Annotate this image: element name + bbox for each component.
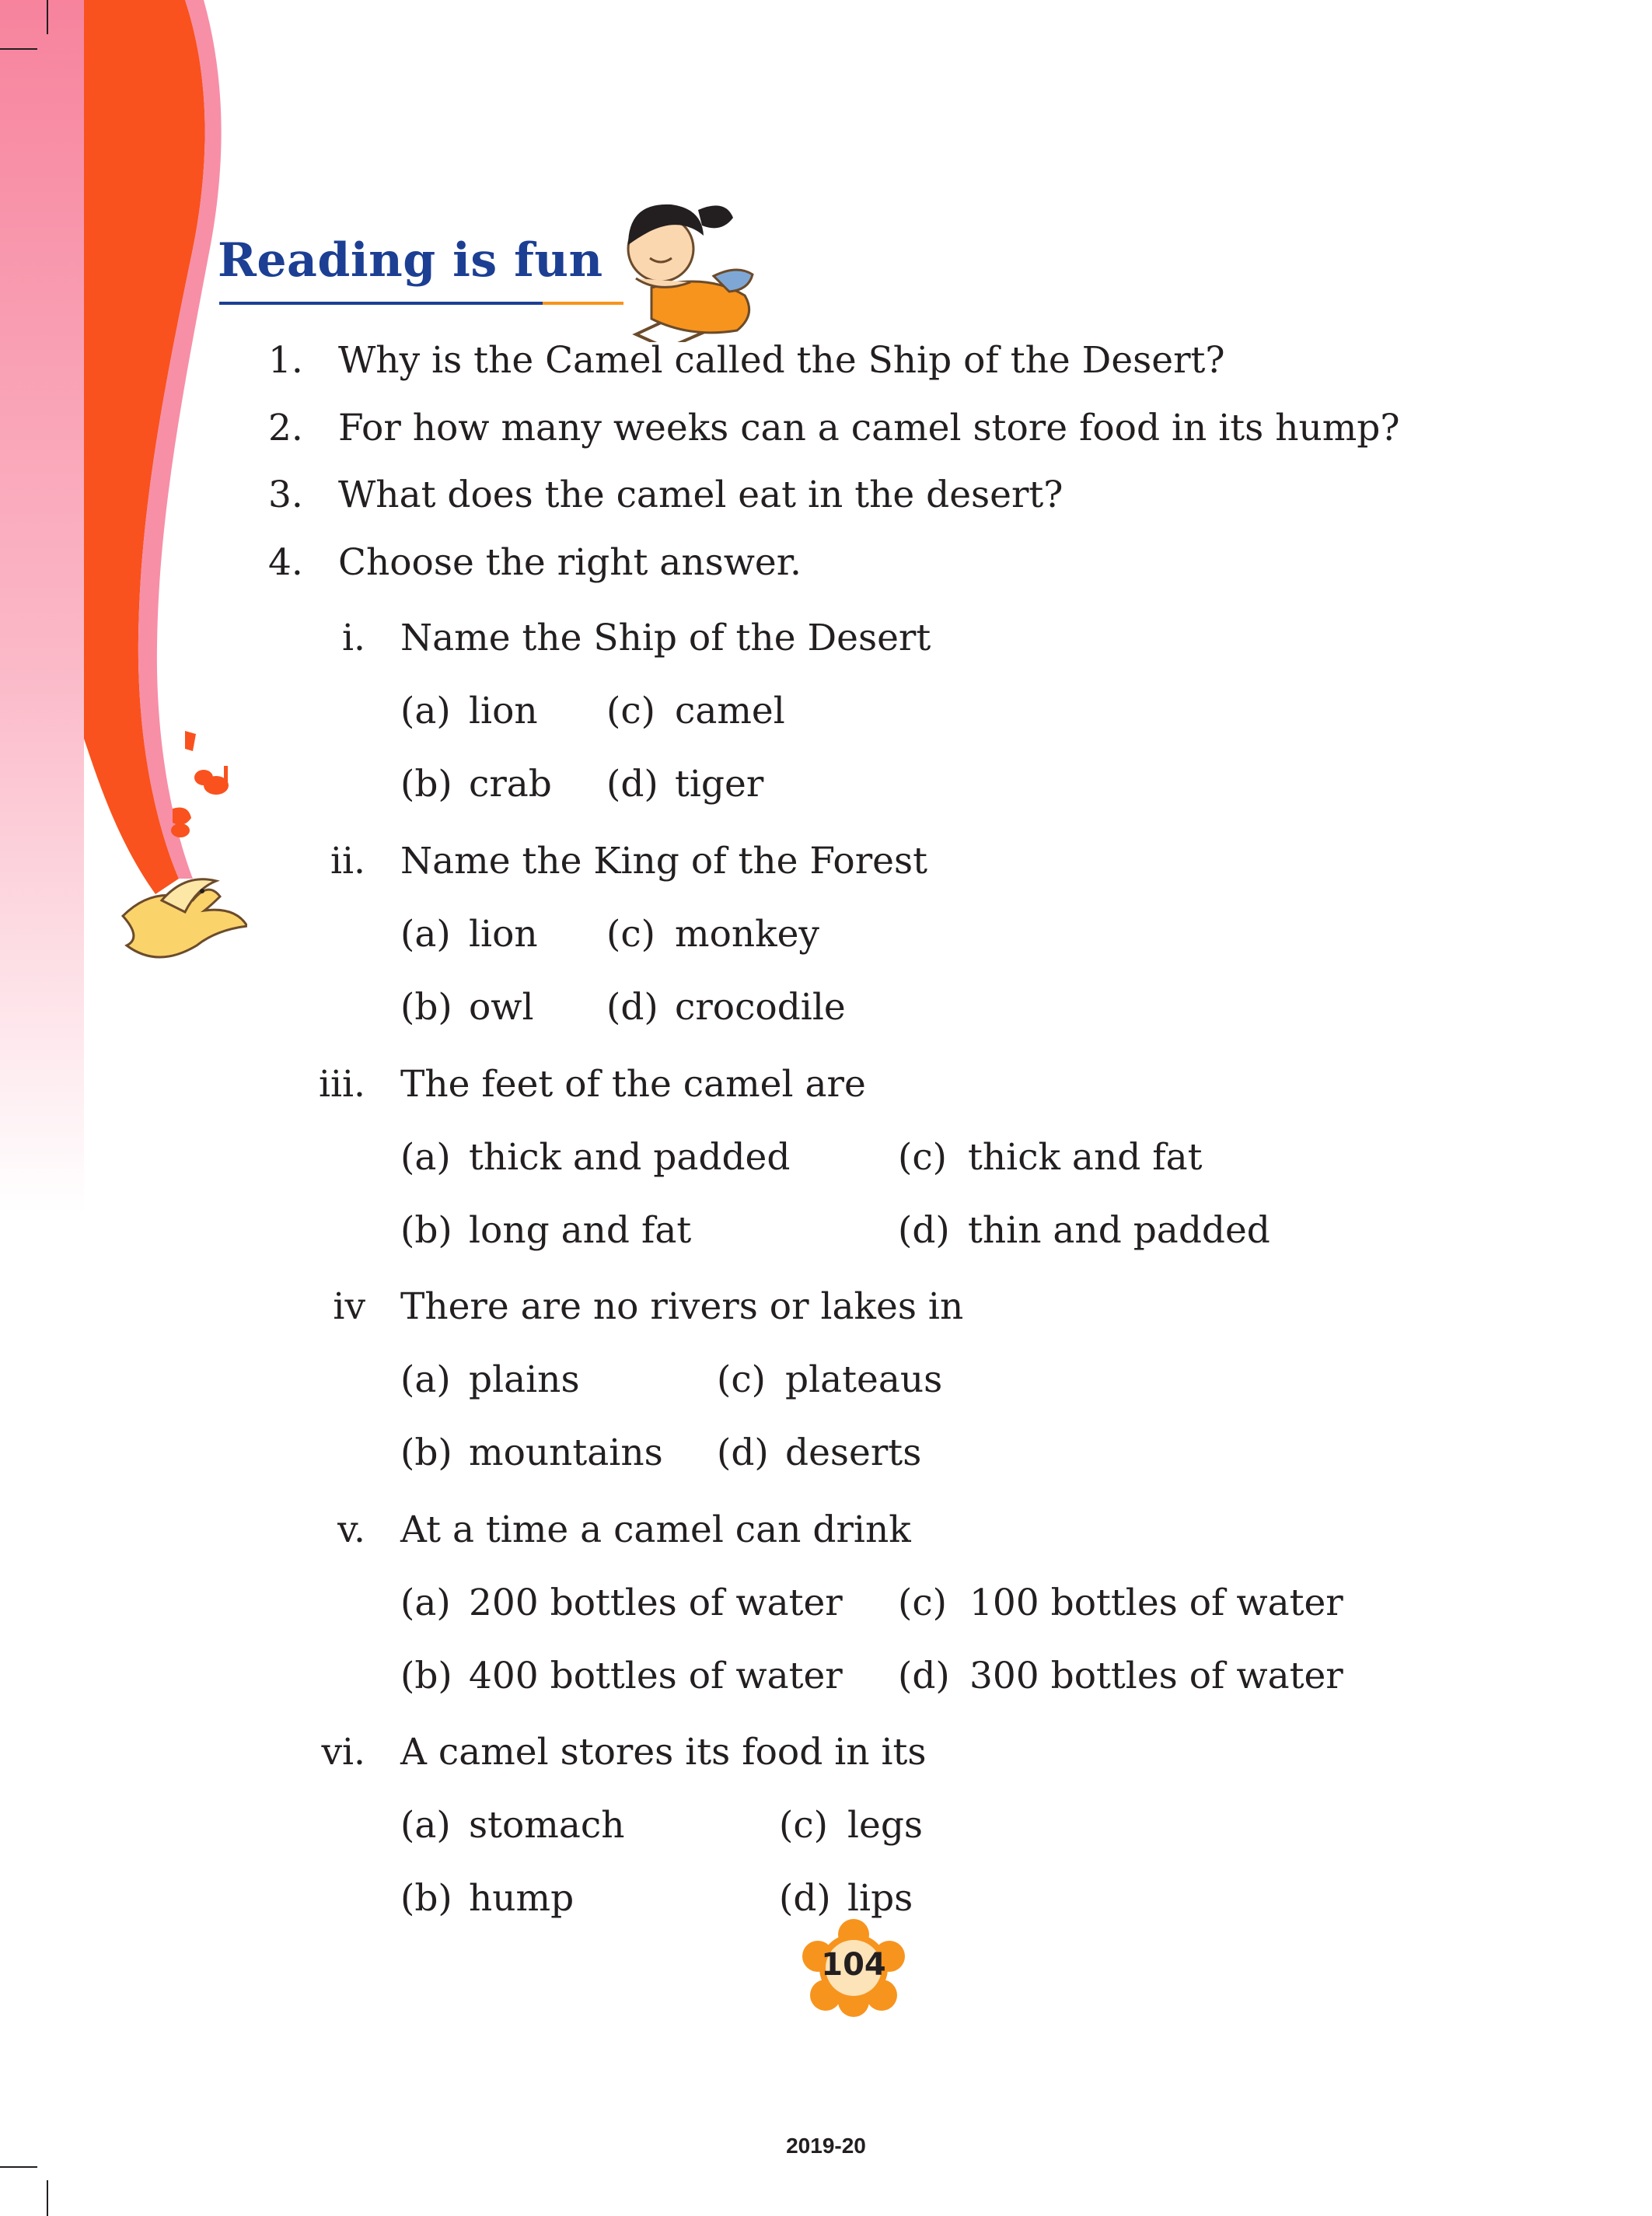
- sub-question-number: iii.: [318, 1063, 365, 1106]
- bird-icon: [115, 869, 247, 970]
- option-letter: (d): [717, 1431, 769, 1474]
- sub-question-text: Name the Ship of the Desert: [400, 617, 931, 659]
- option-text: crocodile: [675, 986, 846, 1029]
- option-letter: (a): [400, 1358, 451, 1401]
- option-text: plateaus: [785, 1358, 943, 1401]
- option-text: 200 bottles of water: [469, 1582, 843, 1624]
- option-letter: (c): [898, 1582, 947, 1624]
- option-letter: (b): [400, 1431, 452, 1474]
- option-letter: (b): [400, 1655, 452, 1697]
- sub-question-number: vi.: [321, 1731, 365, 1774]
- sub-question-number: v.: [337, 1508, 365, 1551]
- option-text: thick and fat: [968, 1136, 1203, 1179]
- reading-girl-icon: [589, 187, 768, 342]
- option-letter: (d): [898, 1209, 950, 1252]
- option-letter: (c): [606, 690, 655, 732]
- crop-mark: [47, 2180, 48, 2216]
- option-letter: (a): [400, 1136, 451, 1179]
- option-text: hump: [469, 1877, 575, 1920]
- option-text: lion: [469, 690, 538, 732]
- option-text: monkey: [675, 913, 819, 956]
- option-letter: (b): [400, 1877, 452, 1920]
- option-text: thick and padded: [469, 1136, 791, 1179]
- option-letter: (a): [400, 1804, 451, 1847]
- option-text: lion: [469, 913, 538, 956]
- option-text: legs: [847, 1804, 924, 1847]
- option-letter: (a): [400, 1582, 451, 1624]
- option-text: 100 bottles of water: [969, 1582, 1343, 1624]
- question-number: 2.: [268, 407, 303, 449]
- question-number: 1.: [268, 339, 303, 382]
- option-text: camel: [675, 690, 785, 732]
- question-number: 4.: [268, 541, 303, 584]
- sub-question-number: iv: [333, 1285, 365, 1328]
- question-text: Why is the Camel called the Ship of the Desert?: [338, 339, 1225, 382]
- option-text: long and fat: [469, 1209, 692, 1252]
- sub-question-number: i.: [342, 617, 365, 659]
- page-number-badge: [799, 1919, 908, 2017]
- page-number: 104: [821, 1947, 886, 1983]
- option-letter: (d): [606, 763, 658, 806]
- option-letter: (d): [898, 1655, 950, 1697]
- section-heading: Reading is fun: [218, 233, 603, 288]
- option-letter: (c): [606, 913, 655, 956]
- music-notes-icon: [0, 0, 249, 855]
- sub-question-text: At a time a camel can drink: [400, 1508, 911, 1551]
- option-letter: (b): [400, 1209, 452, 1252]
- question-text: What does the camel eat in the desert?: [338, 474, 1063, 516]
- option-text: crab: [469, 763, 552, 806]
- option-letter: (d): [779, 1877, 831, 1920]
- option-text: deserts: [785, 1431, 922, 1474]
- heading-underline: [219, 302, 623, 305]
- option-text: stomach: [469, 1804, 625, 1847]
- sub-question-text: A camel stores its food in its: [400, 1731, 927, 1774]
- option-letter: (c): [898, 1136, 947, 1179]
- option-letter: (a): [400, 913, 451, 956]
- option-text: plains: [469, 1358, 580, 1401]
- option-letter: (b): [400, 986, 452, 1029]
- crop-mark: [0, 2166, 37, 2168]
- option-text: 300 bottles of water: [969, 1655, 1343, 1697]
- option-letter: (d): [606, 986, 658, 1029]
- sub-question-text: Name the King of the Forest: [400, 840, 927, 883]
- sub-question-number: ii.: [330, 840, 365, 883]
- option-text: tiger: [675, 763, 764, 806]
- footer-year: 2019-20: [786, 2134, 866, 2158]
- option-text: lips: [847, 1877, 913, 1920]
- question-number: 3.: [268, 474, 303, 516]
- option-text: 400 bottles of water: [469, 1655, 843, 1697]
- sub-question-text: The feet of the camel are: [400, 1063, 866, 1106]
- option-letter: (b): [400, 763, 452, 806]
- option-letter: (c): [717, 1358, 766, 1401]
- question-text: Choose the right answer.: [338, 541, 802, 584]
- question-text: For how many weeks can a camel store food in its hump?: [338, 407, 1400, 449]
- option-text: mountains: [469, 1431, 663, 1474]
- option-text: owl: [469, 986, 534, 1029]
- option-letter: (c): [779, 1804, 828, 1847]
- sub-question-text: There are no rivers or lakes in: [400, 1285, 964, 1328]
- option-text: thin and padded: [968, 1209, 1270, 1252]
- option-letter: (a): [400, 690, 451, 732]
